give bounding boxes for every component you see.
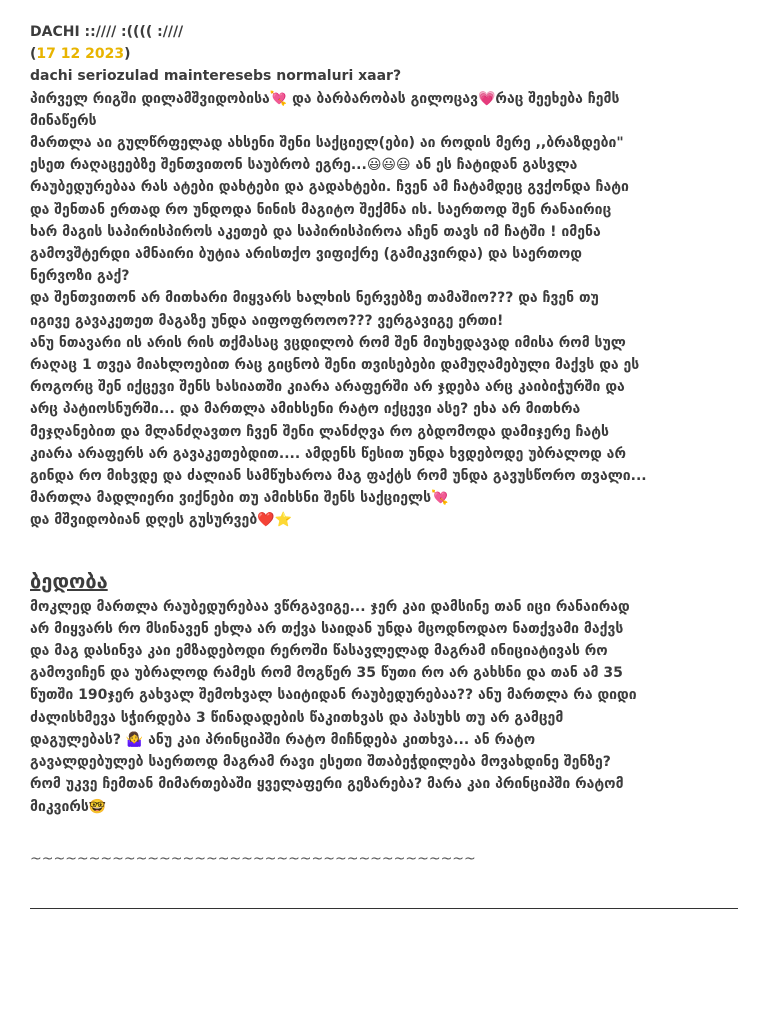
text-line: იგივე გავაკეთეთ მაგაზე უნდა აიფოფროოო??? ვერგავიგე ერთი!	[30, 312, 504, 329]
section-heading: ბედობა	[30, 568, 108, 593]
section-gap	[30, 532, 742, 568]
text-line: დაგულებას? 🤷‍♀️ ანუ კაი პრინციპში რატო მიჩნდება კითხვა... ან რატო	[30, 731, 536, 748]
date-text: 17 12 2023	[36, 46, 125, 63]
text-line: და შენთვითონ არ მითხარი მიყვარს ხალხის ნერვებზე თამაშიო??? და ჩვენ თუ	[30, 290, 599, 307]
tilde-separator: ~~~~~~~~~~~~~~~~~~~~~~~~~~~~~~~~~~~~~~	[30, 850, 476, 867]
text-line: არც პატიოსნურში... და მართლა ამიხსენი რატო იქცევი ასე? ეხა არ მითხრა	[30, 401, 581, 418]
text-line: როგორც შენ იქცევი შენს ხასიათში კიარა არაფერში არ ჯდება არც კაიბიჭურში და	[30, 379, 625, 396]
horizontal-rule	[30, 908, 738, 909]
text-line: მართლა მადლიერი ვიქნები თუ ამიხსნი შენს საქციელს💘	[30, 490, 449, 507]
date-paren-open: (	[30, 46, 37, 63]
text-line: რაღაც 1 თვეა მიახლოებით რაც გიცნობ შენი თვისებები დამუღამებული მაქვს და ეს	[30, 357, 640, 374]
text-line: კიარა არაფერს არ გავაკეთებდით.... ამდენს წესით უნდა ხვდებოდე უბრალოდ არ	[30, 445, 626, 462]
document-title: DACHI :://// :(((( :////	[30, 24, 184, 40]
text-line: გამოვიჩენ და უბრალოდ რამეს რომ მოგწერ 35 წუთი რო არ გახსნი და თან ამ 35	[30, 665, 623, 682]
text-line: მართლა აი გულწრფელად ახსენი შენი საქციელ(ები) აი როდის მერე ,,ბრაზდები"	[30, 135, 624, 152]
text-line: ანუ ნთავარი ის არის რის თქმასაც ვცდილობ რომ შენ მიუხედავად იმისა რომ სულ	[30, 334, 626, 351]
tilde-gap	[30, 818, 742, 848]
text-line: გინდა რო მიხვდე და ძალიან სამწუხაროა მაგ ფაქტს რომ უნდა გავუსწორო თვალი...	[30, 468, 647, 485]
text-line: რაუბედურებაა რას ატები დახტები და გადახტები. ჩვენ ამ ჩატამდეც გვქონდა ჩატი	[30, 179, 629, 196]
text-line: dachi seriozulad mainteresebs normaluri xaar?	[30, 68, 402, 85]
paragraph-1	[30, 65, 742, 531]
text-line: და შენთან ერთად რო უნდოდა ნინის მაგიტო შექმნა ის. საერთოდ შენ რანაირიც	[30, 201, 612, 218]
text-line: და მაგ დასინვა კაი ემზადებოდი რეროში წასავლელად მაგრამ ინიციატივას რო	[30, 643, 608, 660]
text-line: მეჯღანებით და მლანძღავთო ჩვენ შენი ლანძღვა რო გბდომოდა დამიჯერე ჩატს	[30, 423, 609, 440]
text-line: გამოვშტერდი ამნაირი ბუტია არისთქო ვიფიქრე (გამიკვირდა) და საერთოდ	[30, 246, 582, 263]
date-paren-close: )	[124, 46, 131, 63]
document-page	[30, 21, 742, 870]
text-line: რომ უკვე ჩემთან მიმართებაში ყველაფერი გეზარება? მარა კაი პრინციპში რატომ	[30, 776, 624, 793]
text-line: პირველ რიგში დილამშვიდობისა💘 და ბარბარობას გილოცავ💗რაც შეეხება ჩემს	[30, 90, 620, 107]
text-line: და მშვიდობიან დღეს გუსურვებ❤️⭐	[30, 512, 293, 529]
text-line: მინაწერს	[30, 112, 97, 129]
paragraph-2	[30, 596, 742, 818]
text-line: ესეთ რაღაცეებზე შენთვითონ საუბრობ ეგრე...😃😃😃 ან ეს ჩატიდან გასვლა	[30, 157, 578, 174]
text-line: ნერვოზი გაქ?	[30, 268, 130, 285]
text-line: ხარ მაგის საპირისპიროს აკეთებ და საპირისპიროა აჩენ თავს იმ ჩატში ! იმენა	[30, 223, 601, 240]
text-line: არ მიყვარს რო მსინავენ ეხლა არ თქვა საიდან უნდა მცოდნოდაო ნათქვამი მაქვს	[30, 620, 624, 637]
text-line: მიკვირს🤓	[30, 798, 107, 815]
text-line: მოკლედ მართლა რაუბედურებაა ვწრგავიგე... ჯერ კაი დამსინე თან იცი რანაირად	[30, 598, 630, 615]
text-line: გავალდებულებ საერთოდ მაგრამ რავი ესეთი შთაბეჭდილება მოვახდინე შენზე?	[30, 754, 611, 771]
text-line: წუთში 190ჯერ გახვალ შემოხვალ საიტიდან რაუბედურებაა?? ანუ მართლა რა დიდი	[30, 687, 637, 704]
date-line	[30, 43, 742, 65]
text-line: ძალისხმევა სჭირდება 3 წინადადების წაკითხვას და პასუხს თუ არ გამცემ	[30, 709, 564, 726]
